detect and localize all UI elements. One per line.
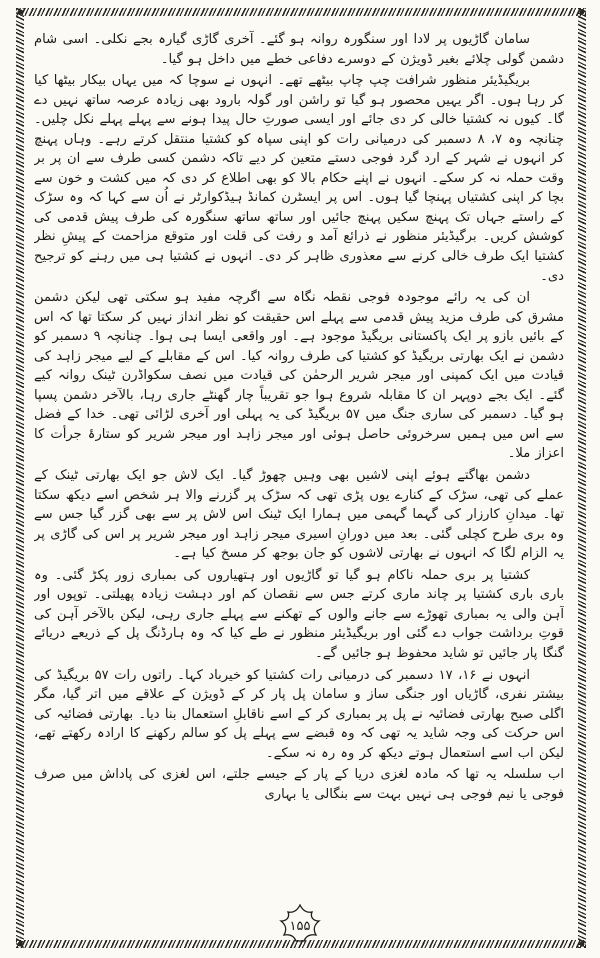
page-text-block (34, 30, 564, 894)
border-corner-icon (15, 7, 25, 17)
page-number-ornament (0, 904, 600, 942)
paragraph-5: کشتیا پر بری حملہ ناکام ہو گیا تو گاڑیوں اور ہتھیاروں کی بمباری زور پکڑ گئی۔ وہ باری باری کشتیا پر چاند ماری کرتے جس سے نقصان کم اور دہشت زیادہ پھیلتی۔ توپوں اور آہن والی یہ بمباری تھوڑے سے جانے والوں کے تھکنے سے پہلے جاری رہی، لیکن بالآخر آہن کی قوتِ برداشت جواب دے گئی اور بریگیڈیئر منظور نے طے کیا کہ وہ ہارڈنگ پل کے ذریعے دریائے گنگا پار جائیں تو شاید محفوظ ہو جائیں گے۔ (34, 567, 564, 661)
paragraph-4: دشمن بھاگتے ہوئے اپنی لاشیں بھی وہیں چھوڑ گیا۔ ایک لاش جو ایک بھارتی ٹینک کے عملے کی تھی، سڑک کے کنارے یوں پڑی تھی کہ سڑک پر گزرنے والا ہر شخص اسے دیکھ سکتا تھا۔ میدانِ کارزار کی گہما گہمی میں ہمارا ایک ٹینک اس لاش پر سے بھی گزر گیا جس سے وہ بری طرح کچلی گئی۔ بعد میں دورانِ اسیری میجر زاہد اور میجر شریر پر اس کی گاڑی پر یہ الزام لگا کہ انہوں نے بھارتی لاشوں کو جان بوجھ کر مسخ کیا ہے۔ (34, 468, 564, 562)
border-corner-icon (577, 7, 587, 17)
border-top-chain-icon (16, 8, 586, 16)
lotus-icon (274, 904, 326, 942)
page-number: ۱۵۵ (289, 919, 311, 934)
paragraph-1: سامان گاڑیوں پر لادا اور سنگورہ روانہ ہو گئے۔ آخری گاڑی گیارہ بجے نکلی۔ اسی شام دشمن گولی چلائے بغیر ڈویژن کے دوسرے دفاعی خطے میں داخل ہو گیا۔ (34, 32, 564, 67)
paragraph-3: ان کی یہ رائے موجودہ فوجی نقطہ نگاہ سے اگرچہ مفید ہو سکتی تھی لیکن دشمن مشرق کی طرف مزید پیش قدمی سے پہلے اس حقیقت کو نظر انداز نہیں کر سکتا تھا کہ اس کے بائیں بازو پر ایک پاکستانی بریگیڈ موجود ہے۔ اور واقعی ایسا ہی ہوا۔ چنانچہ ۹ دسمبر کو دشمن نے ایک بھارتی بریگیڈ کو کشتیا کی طرف روانہ کیا۔ اس کے مقابلے کے لیے میجر زاہد کی قیادت میں ایک کمپنی اور میجر شریر الرحمٰن کی قیادت میں نصف سکواڈرن ٹینک روانہ کیے گئے۔ ایک بجے دوپہر ان کا مقابلہ شروع ہوا جو تقریباً چار گھنٹے جاری رہا، بالآخر دشمن پسپا ہو گیا۔ دسمبر کی ساری جنگ میں ۵۷ بریگیڈ کی یہ پہلی اور آخری لڑائی تھی۔ خدا کے فضل سے اس میں ہمیں سرخروئی حاصل ہوئی اور میجر زاہد اور میجر شریر کو ستارۂ جرأت کا اعزاز ملا۔ (34, 290, 564, 462)
paragraph-2: بریگیڈیئر منظور شرافت چپ چاپ بیٹھے تھے۔ انہوں نے سوچا کہ میں یہاں بیکار بیٹھا کیا کر رہا ہوں۔ اگر یہیں محصور ہو گیا تو راشن اور گولہ بارود بھی زیادہ عرصہ ساتھ نہیں دے گا۔ کیوں نہ کشتیا خالی کر دی جائے اور ایسی صورتِ حال پیدا ہونے سے پہلے پہلے نکل چلیں۔ چنانچہ وہ ۷، ۸ دسمبر کی درمیانی رات کو اپنی سپاہ کو کشتیا منتقل کرتے رہے۔ وہاں پہنچ کر انہوں نے شہر کے ارد گرد فوجی دستے متعین کر دیے تاکہ دشمن کسی طرف سے ان پر بر وقت حملہ نہ کر سکے۔ انہوں نے اپنے حکام بالا کو بھی اطلاع کر دی کہ میں کشت و خون سے بچا کر اپنی کشتیاں پہنچا گیا ہوں۔ اس پر ایسٹرن کمانڈ ہیڈکوارٹر نے اُن سے کہا کہ وہ سڑک کے راستے جہاں تک پہنچ سکیں پہنچ جائیں اور ساتھ ساتھ سنگورہ کی طرف پیش قدمی کی کوشش کریں۔ برگیڈیئر منظور نے ذرائع آمد و رفت کی قلت اور متوقع مزاحمت کے پیشِ نظر کشتیا ایک طرف خالی کرنے سے معذوری ظاہر کر دی۔ انہوں نے کشتیا ہی میں رہنے کو ترجیح دی۔ (34, 73, 564, 284)
border-right-chain-icon (578, 8, 586, 948)
border-left-chain-icon (16, 8, 24, 948)
paragraph-7: اب سلسلہ یہ تھا کہ مادہ لغزی دریا کے پار کے جیسے جلتے، اس لغزی کی پاداش میں صرف فوجی یا نیم فوجی ہی نہیں بہت سے بنگالی یا بہاری (34, 767, 564, 802)
paragraph-6: انہوں نے ۱۶، ۱۷ دسمبر کی درمیانی رات کشتیا کو خیرباد کہا۔ راتوں رات ۵۷ بریگیڈ کی بیشتر نفری، گاڑیاں اور جنگی ساز و سامان پل پار کر کے ڈویژن کے علاقے میں اتر گیا، مگر اگلی صبح بھارتی فضائیہ نے پل پر بمباری کر کے اسے ناقابلِ استعمال بنا دیا۔ بھارتی فضائیہ کی اس حرکت کی وجہ شاید یہ تھی کہ وہ قبضے سے پہلے پل کو سالم رکھنے کا ارادہ رکھتے تھے، لیکن اب اسے استعمال ہوتے دیکھ کر وہ رہ نہ سکے۔ (34, 667, 564, 761)
